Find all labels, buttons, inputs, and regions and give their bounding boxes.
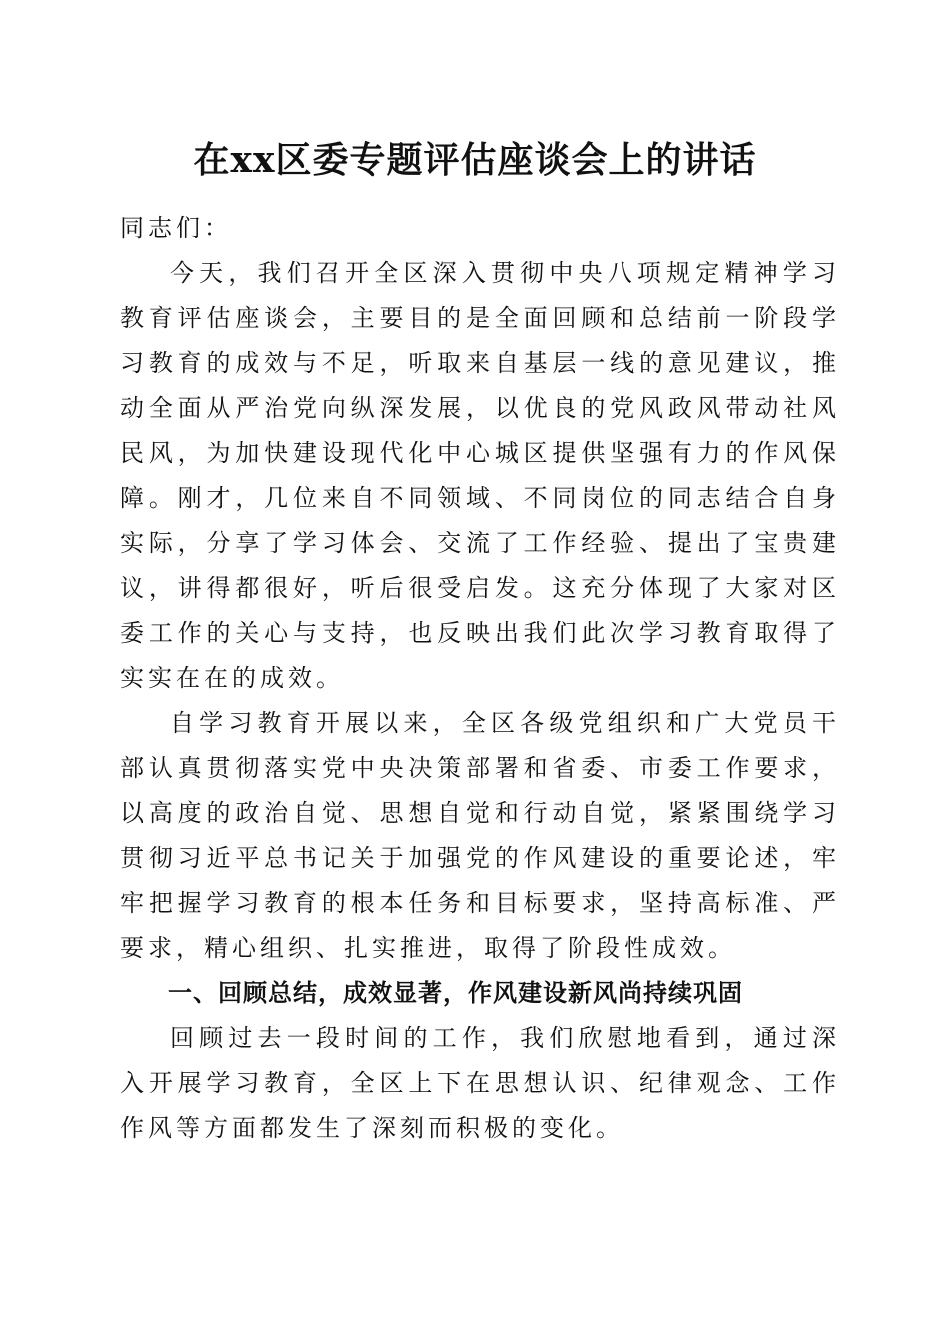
document-title: 在xx区委专题评估座谈会上的讲话 [193, 139, 757, 181]
section-heading: 一、回顾总结，成效显著，作风建设新风尚持续巩固 [168, 979, 743, 1007]
paragraph-opening: 今天，我们召开全区深入贯彻中央八项规定精神学习教育评估座谈会，主要目的是全面回顾和总结前一阶段学习教育的成效与不足，听取来自基层一线的意见建议，推动全面从严治党向纵深发展，以优良的党风政风带动社风民风，为加快建设现代化中心城区提供坚强有力的作风保障。刚才，几位来自不同领域、不同岗位的同志结合自身实际，分享了学习体会、交流了工作经验、提出了宝贵建议，讲得都很好，听后很受启发。这充分体现了大家对区委工作的关心与支持，也反映出我们此次学习教育取得了实实在在的成效。 [120, 259, 840, 692]
paragraph-review: 回顾过去一段时间的工作，我们欣慰地看到，通过深入开展学习教育，全区上下在思想认识、纪律观念、工作作风等方面都发生了深刻而积极的变化。 [120, 1024, 840, 1142]
salutation: 同志们： [120, 214, 232, 242]
paragraph-progress: 自学习教育开展以来，全区各级党组织和广大党员干部认真贯彻落实党中央决策部署和省委、市委工作要求，以高度的政治自觉、思想自觉和行动自觉，紧紧围绕学习贯彻习近平总书记关于加强党的作风建设的重要论述，牢牢把握学习教育的根本任务和目标要求，坚持高标准、严要求，精心组织、扎实推进，取得了阶段性成效。 [120, 709, 840, 962]
document-body [120, 206, 840, 1151]
